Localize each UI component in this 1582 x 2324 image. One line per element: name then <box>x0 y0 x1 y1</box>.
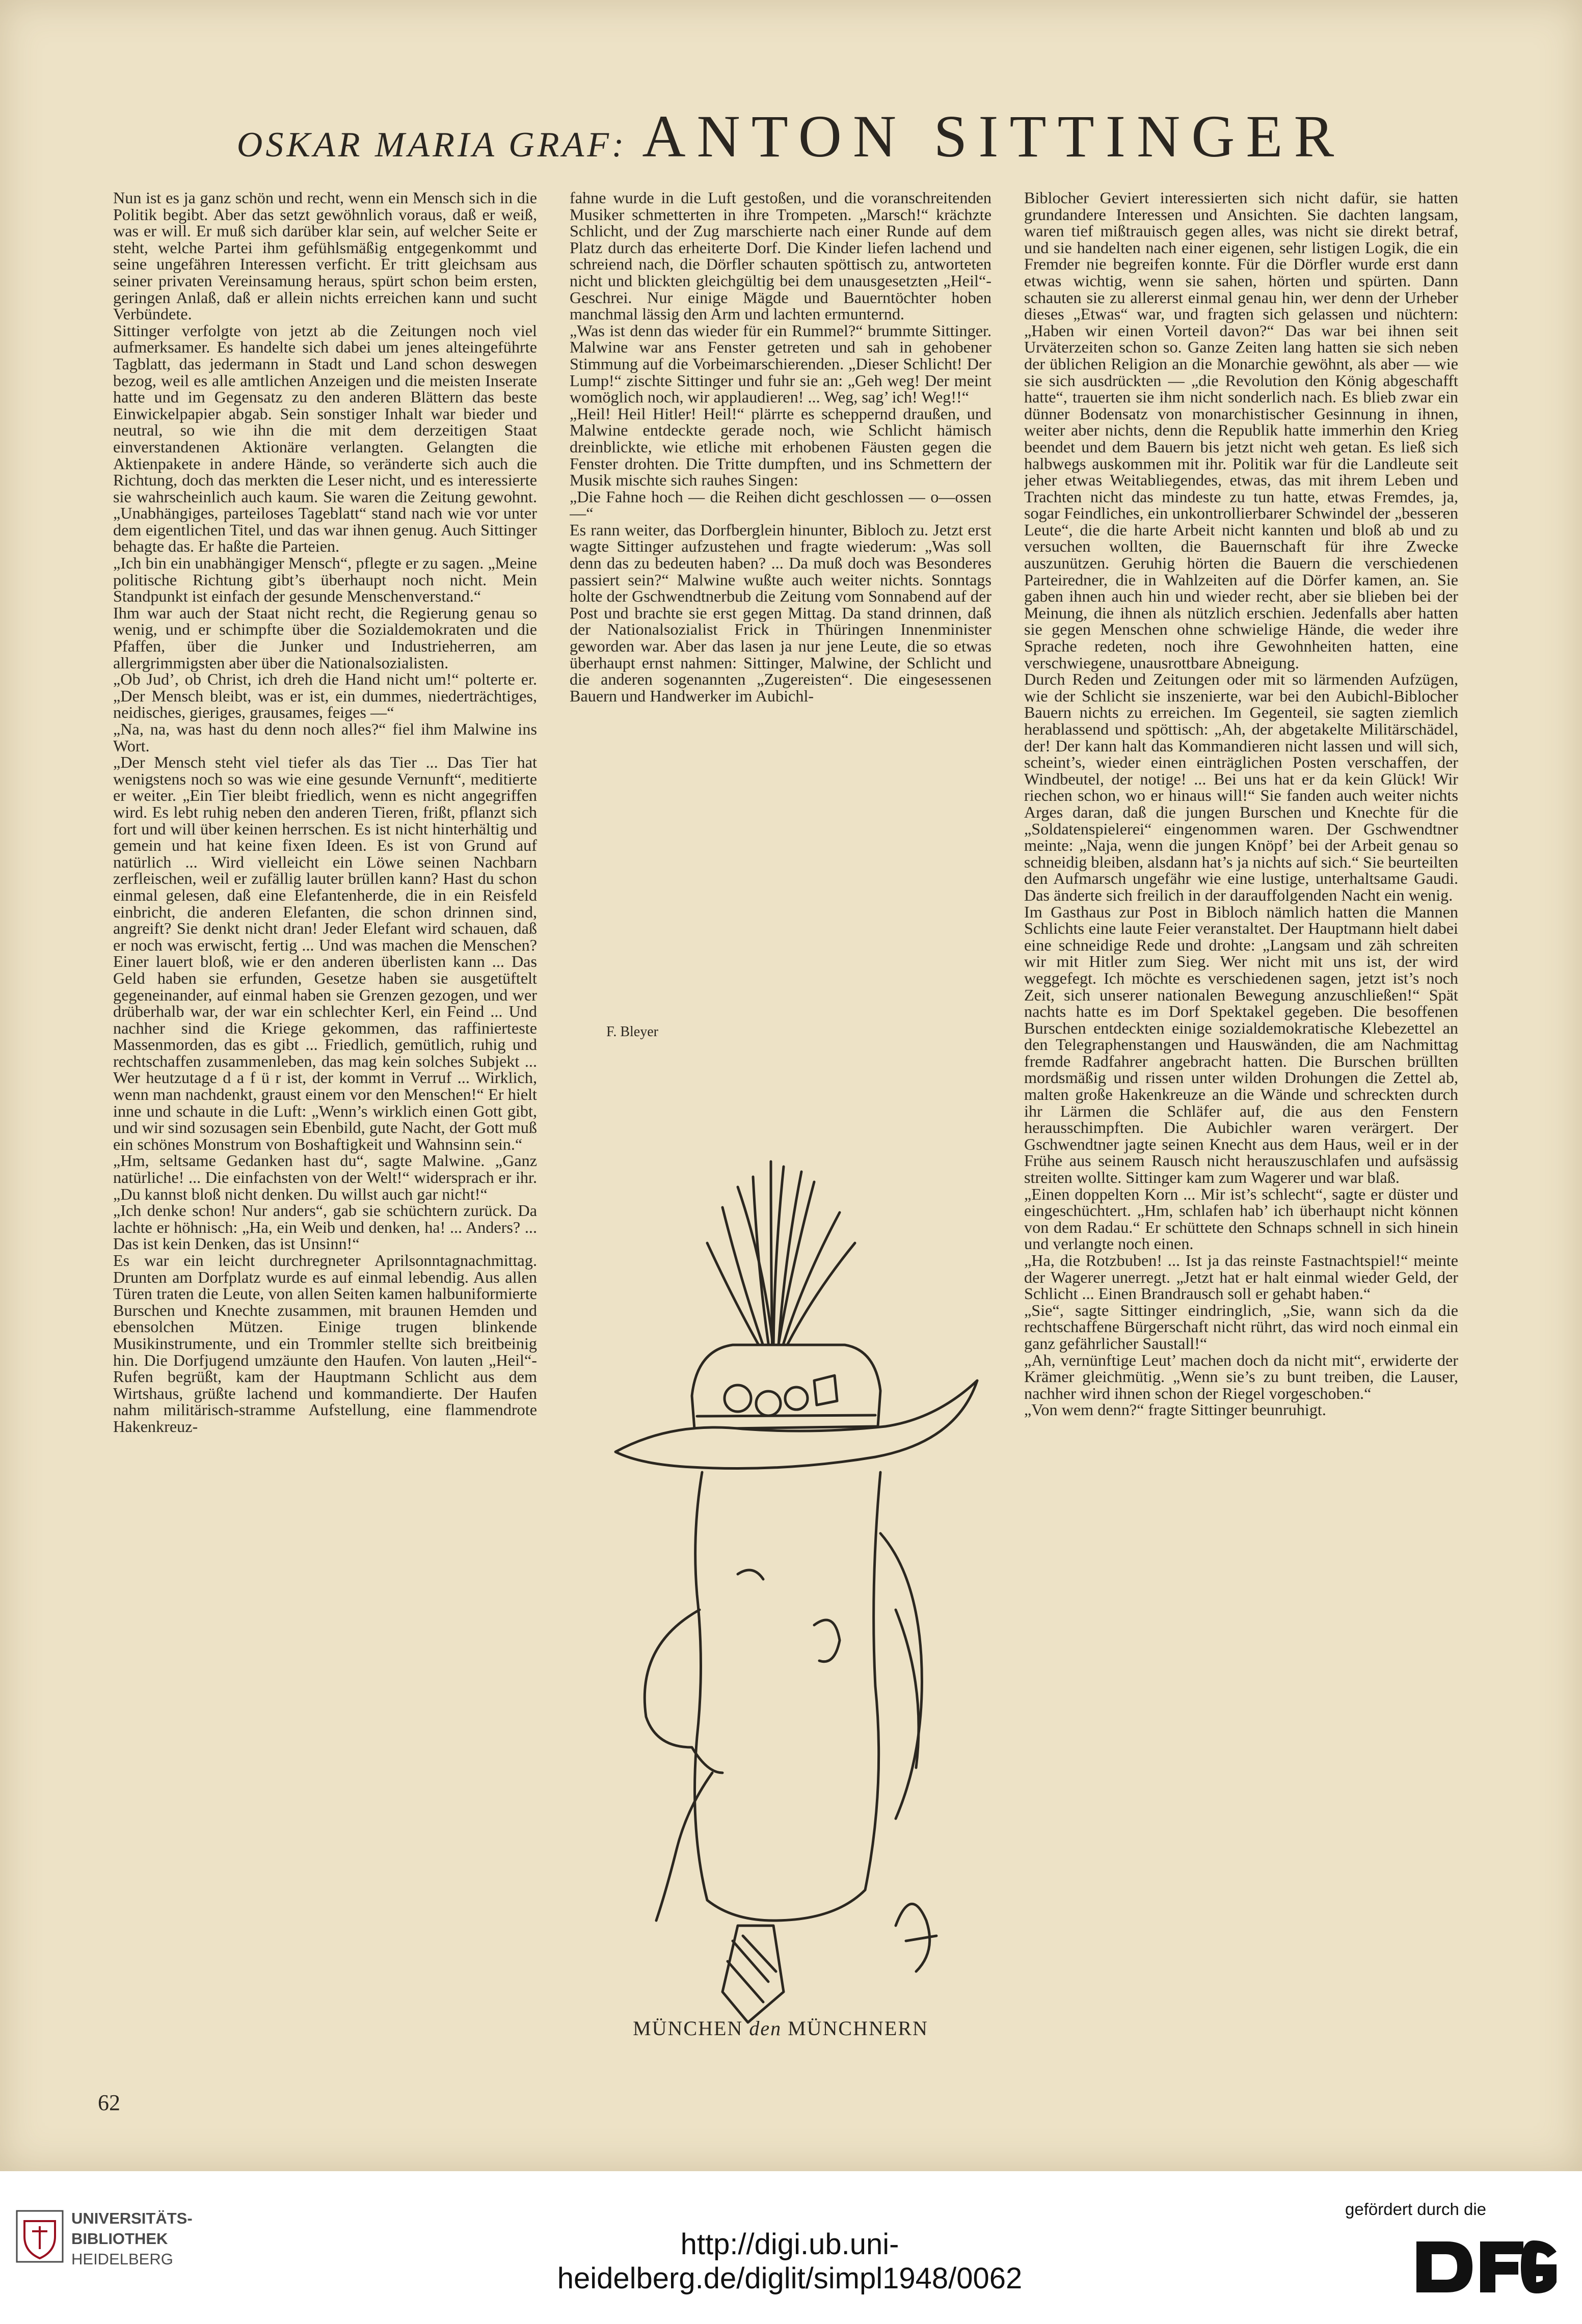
article-author: OSKAR MARIA GRAF: <box>236 125 627 165</box>
paragraph: „Hm, seltsame Gedanken hast du“, sagte Malwine. „Ganz natürliche! ... Die einfachsten von der Welt!“ widersprach er ihr. „Du kannst bloß nicht denken. Du willst auch gar nicht!“ <box>113 1151 537 1203</box>
text-column-2 <box>570 190 991 1025</box>
artist-monogram <box>896 1904 936 1971</box>
paragraph: „Ah, vernünftige Leut’ machen doch da nicht mit“, erwiderte der Krämer gleichmütig. „Wenn sie’s zu bunt treiben, die Lauser, nachher wird ihnen schon der Riegel vorgeschoben.“ <box>1024 1350 1458 1402</box>
paragraph: Ihm war auch der Staat nicht recht, die Regierung genau so wenig, und er schimpfte über die Sozialdemokraten und die Pfaffen, über die Junker und Industrieherren, am allergrimmigsten aber über die Nationalsozialisten. <box>113 603 537 672</box>
caption-part-2: MÜNCHNERN <box>782 2017 928 2040</box>
article-header <box>0 102 1582 173</box>
university-seal-icon <box>14 2208 65 2264</box>
illustration-credit: F. Bleyer <box>606 1024 658 1040</box>
caricature-body <box>695 1472 881 1921</box>
paragraph: Durch Reden und Zeitungen oder mit so lärmenden Aufzügen, wie der Schlicht sie inszenierte, war bei den Aubichl-Biblocher Bauern nichts zu erreichen. Im Gegenteil, sie sagten ziemlich herablassend und spöttisch: „Ah, der abgetakelte Militärschädel, der! Der kann halt das Kommandieren nicht lassen und will sich, scheint’s, wieder einen einträglichen Posten verschaffen, der Windbeutel, der notige! ... Bei uns hat er da kein Glück! Wir riechen schon, wo er hinaus will!“ Sie fanden auch weiter nichts Arges daran, daß die jungen Burschen und Knechte für die „Soldatenspielerei“ eingenommen waren. Der Gschwendtner meinte: „Naja, wenn die jungen Knöpf’ bei der Arbeit genau so schneidig bleiben, alsdann hat’s ja nichts auf sich.“ Sie beurteilten den Aufmarsch ungefähr wie eine lustige, unterhaltsame Gaudi. Das änderte sich freilich in der darauffolgenden Nacht ein wenig. <box>1024 670 1458 904</box>
hat-band <box>697 1415 875 1416</box>
paragraph: „Was ist denn das wieder für ein Rummel?“ brummte Sittinger. Malwine war ans Fenster getreten und sah in gehobener Stimmung auf die Vorbeimarschierenden. „Dieser Schlicht! Der Lump!“ zischte Sittinger und fuhr sie an: „Geh weg! Der meint womöglich noch, wir applaudieren! ... Weg, sag’ ich! Weg!!“ <box>570 321 991 407</box>
funding-note: gefördert durch die <box>1345 2200 1487 2219</box>
text-column-3 <box>1024 190 1458 2054</box>
paragraph: „Sie“, sagte Sittinger eindringlich, „Sie, wann sich da die rechtschaffene Bürgerschaft nicht rührt, das wird noch einmal ein ganz gefährlicher Saustall!“ <box>1024 1301 1458 1353</box>
paragraph: „Der Mensch steht viel tiefer als das Tier ... Das Tier hat wenigstens noch so was wie eine gesunde Vernunft“, meditierte er weiter. „Ein Tier bleibt friedlich, wenn es nicht angegriffen wird. Es lebt ruhig neben den anderen Tieren, frißt, pflanzt sich fort und will über keinen herrschen. Es ist nicht hinterhältig und gemein und hat keine fixen Ideen. Es ist von Grund auf natürlich ... Wird vielleicht ein Löwe seinen Nachbarn zerfleischen, weil er zufällig lauter brüllen kann? Hast du schon einmal gelesen, daß eine Elefantenherde, die in ein Reisfeld einbricht, die anderen Elefanten, die schon drinnen sind, angreift? Sie denkt nicht dran! Jeder Elefant wird schauen, daß er noch was erwischt, fertig ... Und was machen die Menschen? Einer lauert bloß, wie er den anderen überlisten kann ... Das Geld haben sie erfunden, Gesetze haben sie ausgetüftelt gegeneinander, auf einmal haben sie Grenzen gezogen, und wer drüberhalb war, der war ein schlechter Kerl, ein Feind ... Und nachher sind die Kriege gekommen, das raffinierteste Massenmorden, das es gibt ... Friedlich, gemütlich, ruhig und rechtschaffen zusammenleben, das mag kein solches Subjekt ... Wer heutzutage d a f ü r ist, der kommt in Verruf ... Wirklich, wenn man nachdenkt, graust einem vor den Menschen!“ Er hielt inne und schaute in die Luft: „Wenn’s wirklich einen Gott gibt, und wir sind sozusagen sein Ebenbild, gute Nacht, der Gott muß ein schönes Monstrum von Boshaftigkeit und Wahnsinn sein.“ <box>113 753 537 1153</box>
university-line-2: BIBLIOTHEK <box>71 2230 168 2248</box>
illustration-caption <box>570 2016 991 2040</box>
caption-part-1: MÜNCHEN <box>633 2017 749 2040</box>
cigar <box>656 1773 712 1921</box>
paragraph: „Ha, die Rotzbuben! ... Ist ja das reinste Fastnachtspiel!“ meinte der Wagerer unerregt. „Jetzt hat er halt einmal wieder Geld, der Schlicht ... Einen Brandrausch soll er gehabt haben.“ <box>1024 1251 1458 1303</box>
caption-italic: den <box>749 2017 782 2040</box>
paragraph: „Heil! Heil Hitler! Heil!“ plärrte es scheppernd draußen, und Malwine entdeckte gerade noch, wie Schlicht hämisch dreinblickte, wie etliche mit erhobenen Fäusten gegen die Fenster drohten. Die Tritte dumpften, und ins Schmettern der Musik mischte sich rauhes Singen: <box>570 404 991 490</box>
university-name <box>71 2208 193 2269</box>
source-url[interactable]: http://digi.ub.uni-heidelberg.de/diglit/simpl1948/0062 <box>557 2228 1023 2295</box>
paragraph: „Ich bin ein unabhängiger Mensch“, pflegte er zu sagen. „Meine politische Richtung gibt’s überhaupt noch nicht. Mein Standpunkt ist einfach der gesunde Menschenverstand.“ <box>113 554 537 606</box>
paragraph: Es rann weiter, das Dorfberglein hinunter, Bibloch zu. Jetzt erst wagte Sittinger aufzustehen und fragte wiederum: „Was soll denn das zu bedeuten haben? ... Da muß doch was Besonderes passiert sein?“ Malwine wußte auch weiter nichts. Sonntags holte der Gschwendtnerbub die Zeitung vom Sonnabend auf der Post und brachte sie erst gegen Mittag. Da stand drinnen, daß der Nationalsozialist Frick in Thüringen Innenminister geworden war. Aber das lasen ja nur jene Leute, die so etwas überhaupt ernst nahmen: Sittinger, Malwine, der Schlicht und die anderen sogenannten „Zugereisten“. Die eingesessenen Bauern und Handwerker im Aubichl- <box>570 520 991 705</box>
paragraph: Sittinger verfolgte von jetzt ab die Zeitungen noch viel aufmerksamer. Es handelte sich dabei um jenes alteingeführte Tagblatt, das jedermann in Stadt und Land schon deswegen bezog, weil es alle amtlichen Anzeigen und die meisten Inserate hatte und im Gegensatz zu den anderen Blättern das beste Einwickelpapier abgab. Sein sonstiger Inhalt war bieder und neutral, so wie ihn die mit dem derzeitigen Staat einverstandenen Aktionäre verlangten. Gelangten die Aktienpakete in andere Hände, so veränderte sich auch die Richtung, doch das merkten die Leser nicht, und es interessierte sie wahrscheinlich auch kaum. Sie waren die Zeitung gewohnt. „Unabhängiges, parteiloses Tageblatt“ stand nach wie vor unter dem eigentlichen Titel, und das war ihnen genug. Auch Sittinger behagte das. Er haßte die Parteien. <box>113 321 537 556</box>
paragraph: Es war ein leicht durchregneter Aprilsonntagnachmittag. Drunten am Dorfplatz wurde es auf einmal lebendig. Aus allen Türen traten die Leute, von allen Seiten kamen halbuniformierte Burschen und Knechte zusammen, mit braunen Hemden und ebensolchen Mützen. Einige trugen blinkende Musikinstrumente, und ein Trommler stellte sich breitbeinig hin. Die Dorfjugend umzäunte den Haufen. Von lauten „Heil“-Rufen begrüßt, kam der Hauptmann Schlicht aus dem Wirtshaus, grüßte lachend und kommandierte. Der Haufen nahm militärisch-stramme Aufstellung, eine flammendrote Hakenkreuz- <box>113 1251 537 1436</box>
paragraph: fahne wurde in die Luft gestoßen, und die voranschreitenden Musiker schmetterten in ihre Trompeten. „Marsch!“ krächzte Schlicht, und der Zug marschierte nach einer Runde auf dem Platz durch das erheiterte Dorf. Die Kinder liefen lachend und schreiend nach, die Dörfler schauten spöttisch zu, antworteten nicht und blickten gleichgültig bei dem unausgesetzten „Heil“-Geschrei. Nur einige Mägde und Bauerntöchter hoben manchmal lässig den Arm und lachten ermunternd. <box>570 190 991 323</box>
paragraph: Biblocher Geviert interessierten sich nicht dafür, sie hatten grundandere Interessen und Ansichten. Sie dachten langsam, waren tief mißtrauisch gegen alles, was nicht sie direkt betraf, und sie handelten nach einer eigenen, sehr listigen Logik, die ein Fremder nie begreifen konnte. Für die Dörfler wurde erst dann etwas wichtig, wenn sie sahen, hörten und spürten. Dann schauten sie zu allererst einmal genau hin, wer denn der Urheber dieses „Etwas“ war, und fragten sich gelassen und nüchtern: „Haben wir einen Vorteil davon?“ Das war bei ihnen seit Urväterzeiten schon so. Ganze Zeiten lang hatten sie sich neben der üblichen Religion an die Monarchie gewöhnt, als aber — wie sie sich ausdrückten — „die Revolution den König abgeschafft hatte“, trauerten sie ihm nicht sonderlich nach. Es blieb zwar ein dünner Bodensatz von monarchistischer Gesinnung in ihnen, weiter aber nichts, denn die Republik hatte immerhin den Krieg beendet und dem Bauern bis jetzt nicht weh getan. Es ließ sich halbwegs auskommen mit ihr. Politik war für die Landleute seit jeher etwas Weitabliegendes, etwas, das mit ihrem Leben und Trachten nicht das mindeste zu tun hatte, etwas Fremdes, ja, sogar Feindliches, ein unkontrollierbarer Schwindel der „besseren Leute“, die die harte Arbeit nicht kannten und bloß ab und zu versuchen wollten, die Bauernschaft für ihre Zwecke auszunützen. Geruhig hörten die Bauern die verschiedenen Parteiredner, die in Wahlzeiten auf die Dörfer kamen, an. Sie gaben ihnen auch hin und wieder recht, aber sie blieben bei der Meinung, die ihnen als nützlich erschien. Jedenfalls aber hatten sie gegen Menschen ohne schwielige Hände, die weder ihre Sprache redeten, noch ihre Gewohnheiten hatten, eine verschwiegene, unausrottbare Abneigung. <box>1024 190 1458 672</box>
paragraph: Im Gasthaus zur Post in Bibloch nämlich hatten die Mannen Schlichts eine laute Feier veranstaltet. Der Hauptmann hielt dabei eine schneidige Rede und drohte: „Langsam und zäh schreiten wir mit Hitler zum Sieg. Wer nicht mit uns ist, der wird weggefegt. Ich möchte es verschiedenen sagen, jetzt ist’s noch Zeit, sich unserer nationalen Bewegung anzuschließen!“ Spät nachts hatte es im Dorf Spektakel gegeben. Die besoffenen Burschen entdeckten einige sozialdemokratische Klebezettel an den Telegraphenstangen und Hauswänden, die am Nachmittag fremde Radfahrer angebracht hatten. Die Burschen brüllten mordsmäßig und rissen unter wilden Drohungen die Zettel ab, malten große Hakenkreuze an die Wände und schreckten durch ihr Lärmen die Schläfer auf, die aus den Fenstern herausschimpften. Die Aubichler waren verärgert. Der Gschwendtner jagte seinen Knecht aus dem Haus, weil er in der Frühe aus seinem Rausch nicht herauszuschlafen und aufsässig streiten wollte. Sittinger kam zum Wagerer und war blaß. <box>1024 902 1458 1187</box>
dfg-logo-icon <box>1411 2231 1559 2303</box>
paragraph: „Die Fahne hoch — die Reihen dicht geschlossen — o—ossen —“ <box>570 487 991 523</box>
paragraph: „Na, na, was hast du denn noch alles?“ fiel ihm Malwine ins Wort. <box>113 720 537 755</box>
paragraph: „Ob Jud’, ob Christ, ich dreh die Hand nicht um!“ polterte er. „Der Mensch bleibt, was er ist, ein dummes, niederträchtiges, neidisches, gieriges, grausames, feiges —“ <box>113 670 537 722</box>
page-number: 62 <box>98 2090 120 2115</box>
caricature-nose <box>645 1610 700 1747</box>
text-column-1 <box>113 190 537 2044</box>
article-title: ANTON SITTINGER <box>642 103 1346 170</box>
paragraph: „Von wem denn?“ fragte Sittinger beunruhigt. <box>1024 1400 1326 1419</box>
paragraph: „Ich denke schon! Nur anders“, gab sie schüchtern zurück. Da lachte er höhnisch: „Ha, ein Weib und denken, ha! ... Anders? ... Das ist kein Denken, das ist Unsinn!“ <box>113 1201 537 1253</box>
hat-plume <box>707 1161 855 1360</box>
caricature-illustration <box>570 1024 991 2048</box>
university-line-3: HEIDELBERG <box>71 2250 173 2268</box>
university-line-1: UNIVERSITÄTS- <box>71 2209 193 2227</box>
paragraph: „Einen doppelten Korn ... Mir ist’s schlecht“, sagte er düster und eingeschüchtert. „Hm, schlafen hab’ ich überhaupt nicht können von dem Radau.“ Er schüttete den Schnaps schnell in sich hinein und verlangte noch einen. <box>1024 1184 1458 1253</box>
paragraph: Nun ist es ja ganz schön und recht, wenn ein Mensch sich in die Politik begibt. Aber das setzt gewöhnlich voraus, daß er weiß, was er will. Er muß sich darüber klar sein, auf welcher Seite er steht, welche Partei ihm gefühlsmäßig entgegenkommt und seine ungefähren Interessen verficht. Er tritt gleichsam aus seiner privaten Vereinsamung heraus, spürt schon beim ersten, geringen Anlaß, daß er allein nichts erreichen kann und sucht Verbündete. <box>113 190 537 323</box>
